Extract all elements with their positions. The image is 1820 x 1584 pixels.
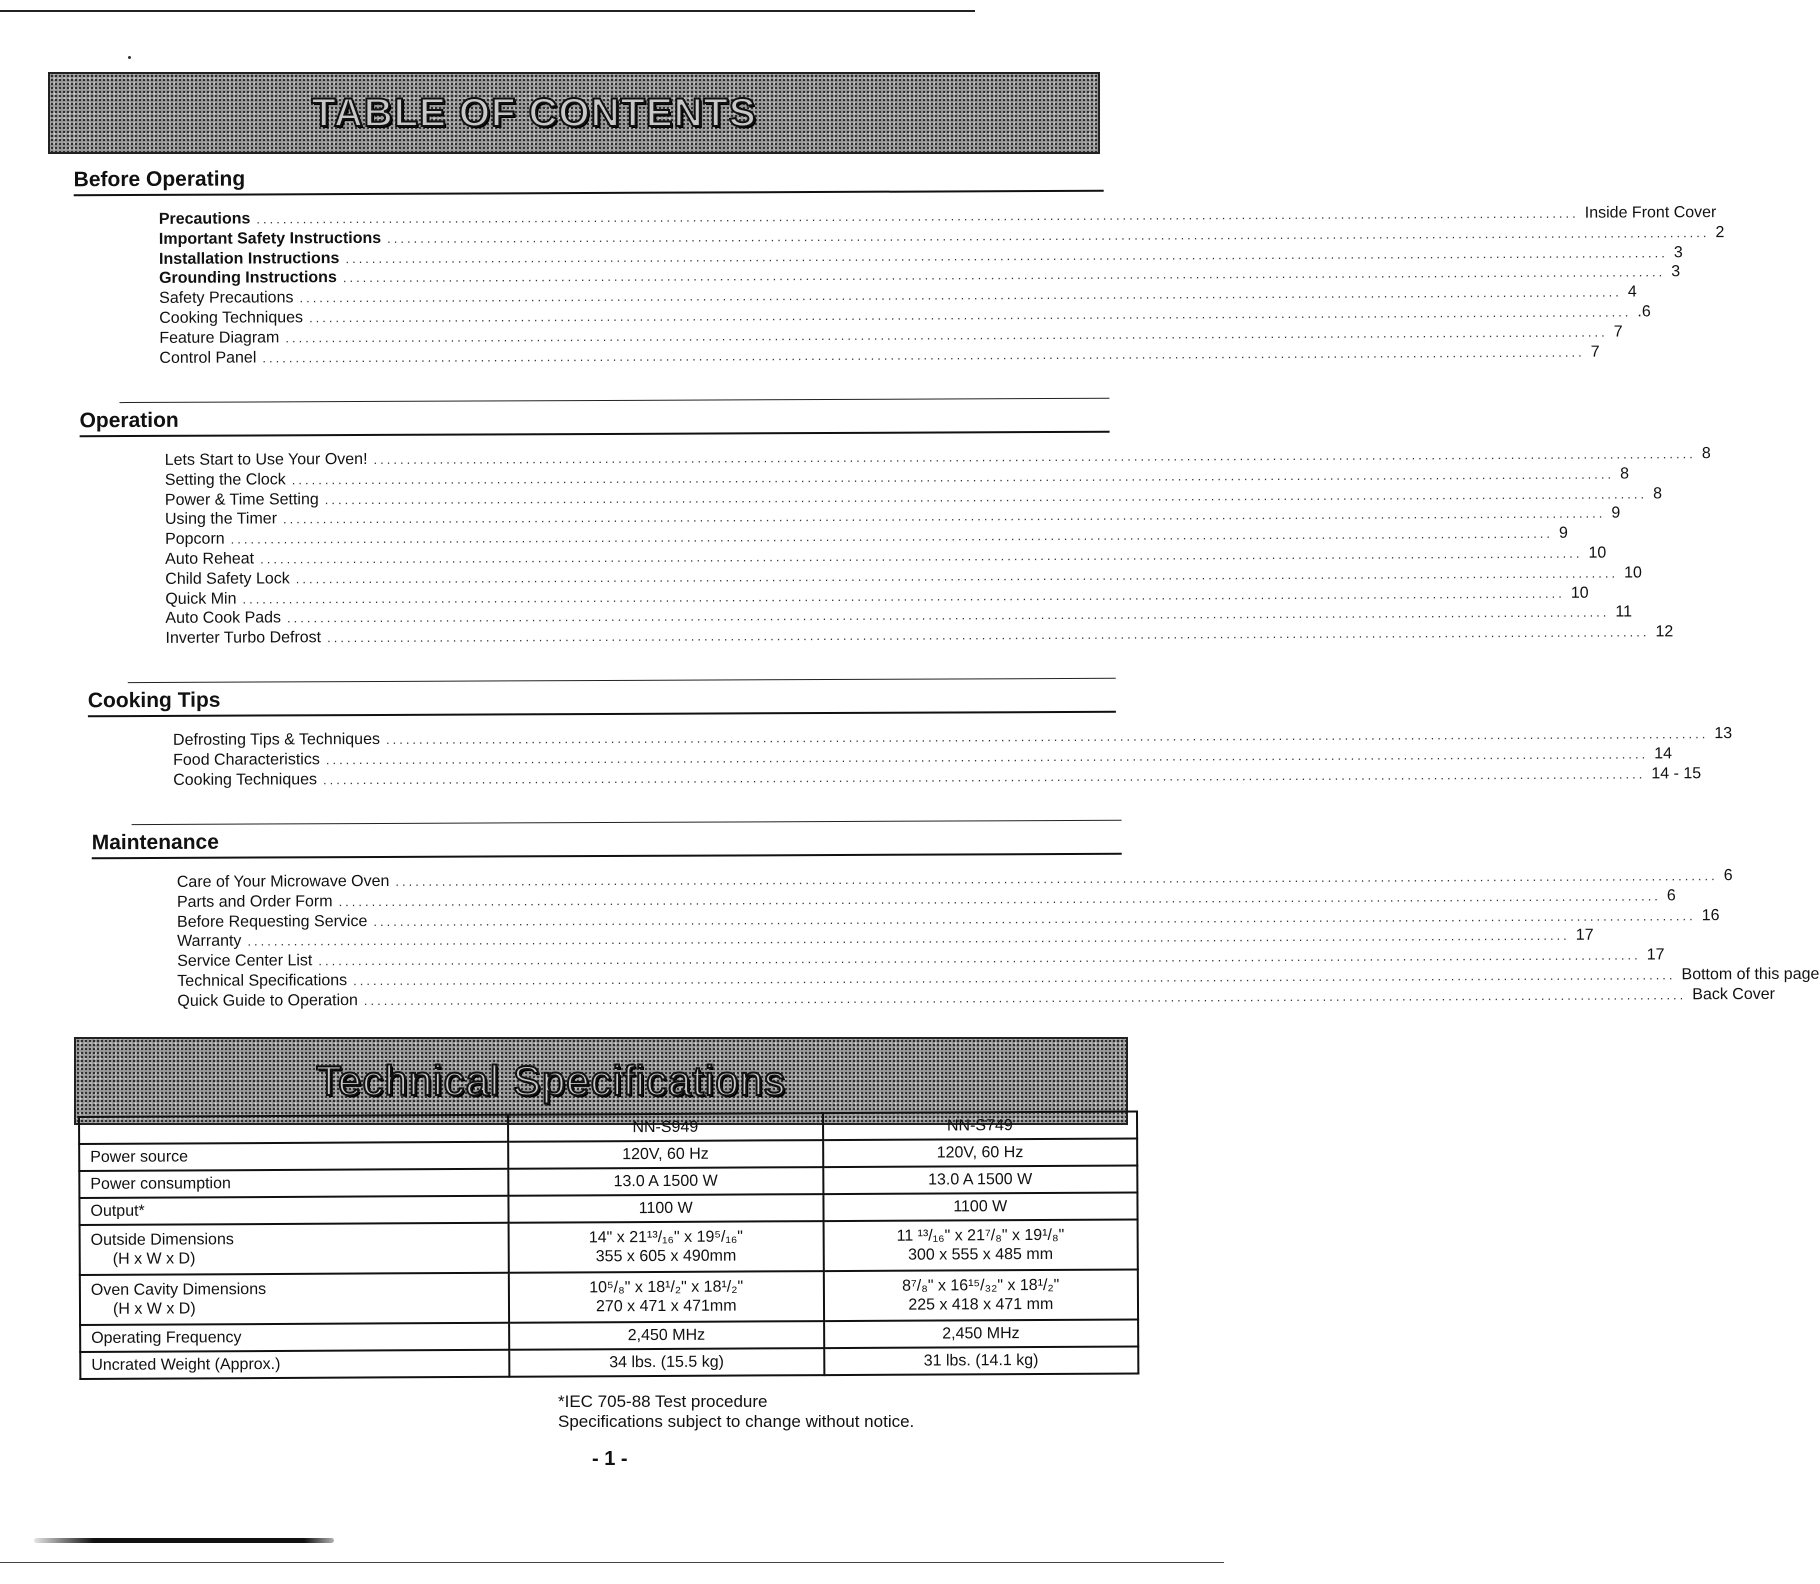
toc-entry-label: Quick Guide to Operation bbox=[177, 991, 358, 1010]
toc-entry-page: 6 bbox=[1723, 867, 1733, 885]
toc-entry-page: Bottom of this page bbox=[1681, 965, 1820, 984]
spec-value-cell bbox=[508, 1140, 823, 1169]
toc-entry-label: Precautions bbox=[158, 210, 251, 228]
toc-entry-label: Child Safety Lock bbox=[165, 570, 290, 588]
toc-entry-label: Cooking Techniques bbox=[173, 770, 318, 789]
toc-entry-label: Control Panel bbox=[159, 349, 257, 367]
spec-sublabel: (H x W x D) bbox=[112, 1250, 196, 1268]
toc-entry-page: 17 bbox=[1646, 946, 1665, 964]
toc-entry-label: Popcorn bbox=[165, 530, 225, 549]
toc-entry bbox=[177, 985, 1776, 1012]
toc-entry-label: Food Characteristics bbox=[173, 751, 320, 769]
toc-entry-label: Grounding Instructions bbox=[159, 269, 337, 288]
toc-entry-page: .6 bbox=[1637, 303, 1651, 321]
spec-value-cell bbox=[823, 1192, 1138, 1221]
spec-label-cell bbox=[80, 1323, 509, 1352]
toc-entry bbox=[173, 764, 1702, 790]
toc-entry-page: 9 bbox=[1558, 524, 1568, 542]
toc-entry-label: Important Safety Instructions bbox=[158, 229, 382, 248]
dot-leader: ........................................................................................................................................................................................................ bbox=[262, 344, 1585, 366]
spec-value-cell bbox=[508, 1194, 823, 1223]
toc-entry-label: Quick Min bbox=[165, 590, 237, 608]
dot-leader: ........................................................................................................................................................................................................ bbox=[295, 565, 1619, 587]
toc-entry-label: Parts and Order Form bbox=[176, 892, 333, 911]
footnotes bbox=[558, 1392, 914, 1432]
toc-entry-page: 10 bbox=[1570, 584, 1589, 602]
spec-value: 355 x 605 x 490mm bbox=[595, 1247, 737, 1266]
toc-entry-label: Before Requesting Service bbox=[176, 912, 368, 931]
spec-label: Oven Cavity Dimensions bbox=[90, 1281, 267, 1299]
toc-entry-page: 10 bbox=[1588, 544, 1607, 562]
spec-value-cell bbox=[509, 1321, 824, 1350]
section-before-operating bbox=[73, 158, 1725, 369]
spec-value: 300 x 555 x 485 mm bbox=[908, 1245, 1054, 1264]
dot-leader: ........................................................................................................................................................................................................ bbox=[385, 726, 1709, 747]
spec-label-cell bbox=[79, 1196, 508, 1225]
toc-entry-page: 8 bbox=[1653, 484, 1663, 502]
toc-title: TABLE OF CONTENTS bbox=[311, 90, 757, 135]
toc-entry-page: 12 bbox=[1655, 623, 1674, 641]
toc-entry-label: Auto Reheat bbox=[165, 550, 255, 568]
spec-value-cell bbox=[508, 1167, 823, 1196]
spec-value-cell bbox=[823, 1165, 1138, 1194]
toc-entry-label: Inverter Turbo Defrost bbox=[165, 629, 322, 648]
toc-entry-label: Safety Precautions bbox=[159, 289, 294, 308]
dot-leader: ........................................................................................................................................................................................................ bbox=[230, 526, 1554, 547]
scan-edge-line bbox=[0, 10, 975, 12]
spec-label: Power consumption bbox=[90, 1175, 231, 1193]
toc-entry-label: Feature Diagram bbox=[159, 329, 280, 347]
page-number: - 1 - bbox=[592, 1448, 628, 1470]
spec-label: Output* bbox=[90, 1202, 145, 1220]
dot-leader: ........................................................................................................................................................................................................ bbox=[324, 486, 1648, 507]
section-title: Cooking Tips bbox=[88, 679, 1116, 717]
spec-value-cell bbox=[509, 1271, 824, 1323]
spec-column-header: NN-S749 bbox=[823, 1111, 1138, 1140]
spec-label-cell bbox=[80, 1350, 509, 1379]
spec-value: 11 ¹³/₁₆" x 21⁷/₈" x 19¹/₈" bbox=[896, 1226, 1065, 1245]
dot-leader: ........................................................................................................................................................................................................ bbox=[291, 466, 1615, 488]
dot-leader: ........................................................................................................................................................................................................ bbox=[282, 505, 1606, 527]
section-title: Maintenance bbox=[92, 821, 1122, 859]
toc-entry-page: 11 bbox=[1615, 603, 1633, 621]
spec-value-cell bbox=[823, 1219, 1138, 1271]
dot-leader: ........................................................................................................................................................................................................ bbox=[387, 224, 1710, 246]
dot-leader: ........................................................................................................................................................................................................ bbox=[318, 947, 1641, 969]
section-title: Before Operating bbox=[74, 158, 1104, 196]
spec-value-cell bbox=[823, 1269, 1138, 1321]
toc-entry-page: 17 bbox=[1575, 927, 1594, 945]
toc-banner bbox=[48, 72, 1100, 154]
dot-leader: ........................................................................................................................................................................................................ bbox=[327, 624, 1650, 646]
spec-column-header: NN-S949 bbox=[508, 1113, 823, 1142]
toc-entry bbox=[165, 623, 1674, 649]
toc-entry-page: 2 bbox=[1715, 223, 1725, 241]
spec-label-cell bbox=[79, 1169, 508, 1198]
dot-leader: ........................................................................................................................................................................................................ bbox=[322, 766, 1646, 787]
section-maintenance bbox=[91, 820, 1820, 1012]
dot-leader: ........................................................................................................................................................................................................ bbox=[256, 205, 1579, 227]
toc-entry-page: 8 bbox=[1701, 445, 1711, 463]
toc-entry-label: Service Center List bbox=[177, 952, 313, 971]
toc-entry-label: Power & Time Setting bbox=[164, 490, 319, 509]
spec-value: 120V, 60 Hz bbox=[936, 1144, 1024, 1162]
dot-leader: ........................................................................................................................................................................................................ bbox=[309, 304, 1632, 326]
dot-leader: ........................................................................................................................................................................................................ bbox=[299, 284, 1622, 306]
spec-value: 13.0 A 1500 W bbox=[928, 1171, 1033, 1189]
spec-row bbox=[80, 1346, 1138, 1379]
spec-label-cell bbox=[80, 1223, 509, 1275]
toc-entry-page: 8 bbox=[1620, 465, 1630, 483]
dot-leader: ........................................................................................................................................................................................................ bbox=[260, 545, 1583, 567]
spec-value-cell bbox=[509, 1221, 824, 1273]
spec-value: 10⁵/₈" x 18¹/₂" x 18¹/₂" bbox=[589, 1278, 744, 1297]
toc-entry-label: Care of Your Microwave Oven bbox=[176, 872, 390, 891]
toc-entry-label: Warranty bbox=[177, 932, 242, 951]
dot-leader: ........................................................................................................................................................................................................ bbox=[242, 585, 1565, 607]
section-cooking-tips bbox=[87, 678, 1733, 791]
spec-header-blank bbox=[79, 1115, 508, 1144]
toc-entry-page: Inside Front Cover bbox=[1584, 204, 1717, 222]
spec-table bbox=[78, 1110, 1139, 1380]
spec-value: 2,450 MHz bbox=[942, 1325, 1020, 1343]
toc-entry-page: 3 bbox=[1673, 243, 1683, 261]
toc-entry-page: 7 bbox=[1590, 343, 1600, 361]
spec-value: 120V, 60 Hz bbox=[622, 1145, 709, 1164]
spec-value: 1100 W bbox=[953, 1198, 1008, 1216]
dot-leader: ........................................................................................................................................................................................................ bbox=[285, 324, 1608, 346]
toc-entry-page: 7 bbox=[1613, 323, 1623, 341]
toc-entry-label: Cooking Techniques bbox=[159, 309, 304, 327]
spec-value: 2,450 MHz bbox=[627, 1326, 706, 1345]
spec-value: 14" x 21¹³/₁₆" x 19⁵/₁₆" bbox=[588, 1228, 743, 1247]
dot-leader: ........................................................................................................................................................................................................ bbox=[247, 928, 1570, 949]
toc-entry-label: Auto Cook Pads bbox=[165, 609, 282, 628]
scan-smudge bbox=[34, 1538, 334, 1543]
footnote-test-procedure: *IEC 705-88 Test procedure bbox=[558, 1392, 768, 1411]
toc-entry-label: Lets Start to Use Your Oven! bbox=[164, 450, 368, 469]
toc-entries bbox=[176, 867, 1820, 1012]
spec-label: Power source bbox=[90, 1148, 189, 1166]
spec-label-cell bbox=[79, 1142, 508, 1171]
toc-entries bbox=[158, 204, 1725, 368]
spec-label-cell bbox=[80, 1273, 509, 1325]
toc-entry-label: Setting the Clock bbox=[164, 471, 286, 489]
spec-row bbox=[80, 1219, 1138, 1275]
scan-speck bbox=[128, 56, 131, 59]
specs-title: Technical Specifications bbox=[316, 1057, 786, 1104]
spec-value: 8⁷/₈" x 16¹⁵/₃₂" x 18¹/₂" bbox=[901, 1276, 1060, 1295]
section-title: Operation bbox=[79, 399, 1109, 437]
toc-entry-page: Back Cover bbox=[1692, 985, 1776, 1004]
spec-value: 270 x 471 x 471mm bbox=[595, 1297, 737, 1316]
toc-entry-page: 3 bbox=[1671, 263, 1681, 281]
spec-label: Uncrated Weight (Approx.) bbox=[91, 1355, 281, 1374]
toc-entry bbox=[159, 343, 1600, 368]
toc-entries bbox=[164, 445, 1711, 649]
toc-entry-page: 14 - 15 bbox=[1651, 764, 1702, 783]
spec-label: Outside Dimensions bbox=[90, 1231, 234, 1249]
spec-value-cell bbox=[823, 1138, 1138, 1167]
toc-entry-label: Defrosting Tips & Techniques bbox=[172, 730, 380, 749]
toc-entry-page: 6 bbox=[1666, 887, 1676, 905]
toc-entry-page: 10 bbox=[1624, 564, 1642, 582]
spec-label: Operating Frequency bbox=[91, 1329, 242, 1347]
spec-value: 1100 W bbox=[638, 1199, 693, 1218]
toc-entries bbox=[172, 725, 1733, 791]
spec-sublabel: (H x W x D) bbox=[112, 1300, 196, 1318]
toc-entry-label: Technical Specifications bbox=[177, 972, 348, 990]
spec-value: 34 lbs. (15.5 kg) bbox=[609, 1353, 724, 1372]
spec-value-cell bbox=[824, 1346, 1139, 1375]
spec-row bbox=[80, 1269, 1138, 1325]
footnote-change-notice: Specifications subject to change without notice. bbox=[558, 1412, 915, 1431]
toc-entry-label: Installation Instructions bbox=[158, 249, 340, 268]
dot-leader: ........................................................................................................................................................................................................ bbox=[353, 967, 1676, 989]
spec-value: 31 lbs. (14.1 kg) bbox=[923, 1351, 1039, 1370]
dot-leader: ........................................................................................................................................................................................................ bbox=[342, 264, 1666, 286]
dot-leader: ........................................................................................................................................................................................................ bbox=[373, 907, 1696, 929]
dot-leader: ........................................................................................................................................................................................................ bbox=[325, 746, 1649, 768]
toc-entry-label: Using the Timer bbox=[164, 510, 278, 529]
dot-leader: ........................................................................................................................................................................................................ bbox=[345, 244, 1668, 266]
toc-entry-page: 13 bbox=[1714, 725, 1733, 743]
toc-entry-page: 4 bbox=[1627, 283, 1637, 301]
section-operation bbox=[79, 398, 1711, 649]
dot-leader: ........................................................................................................................................................................................................ bbox=[395, 868, 1718, 889]
toc-entry-page: 14 bbox=[1654, 745, 1673, 763]
spec-value-cell bbox=[824, 1319, 1139, 1348]
toc-entry-page: 16 bbox=[1701, 906, 1720, 924]
dot-leader: ........................................................................................................................................................................................................ bbox=[363, 987, 1687, 1008]
toc-entry-page: 9 bbox=[1611, 504, 1621, 522]
dot-leader: ........................................................................................................................................................................................................ bbox=[373, 446, 1696, 467]
spec-value: 225 x 418 x 471 mm bbox=[908, 1295, 1054, 1314]
scan-edge-line bbox=[0, 1562, 1224, 1563]
spec-value-cell bbox=[509, 1348, 824, 1377]
spec-value: 13.0 A 1500 W bbox=[613, 1172, 718, 1191]
dot-leader: ........................................................................................................................................................................................................ bbox=[338, 888, 1661, 909]
dot-leader: ........................................................................................................................................................................................................ bbox=[287, 604, 1610, 626]
